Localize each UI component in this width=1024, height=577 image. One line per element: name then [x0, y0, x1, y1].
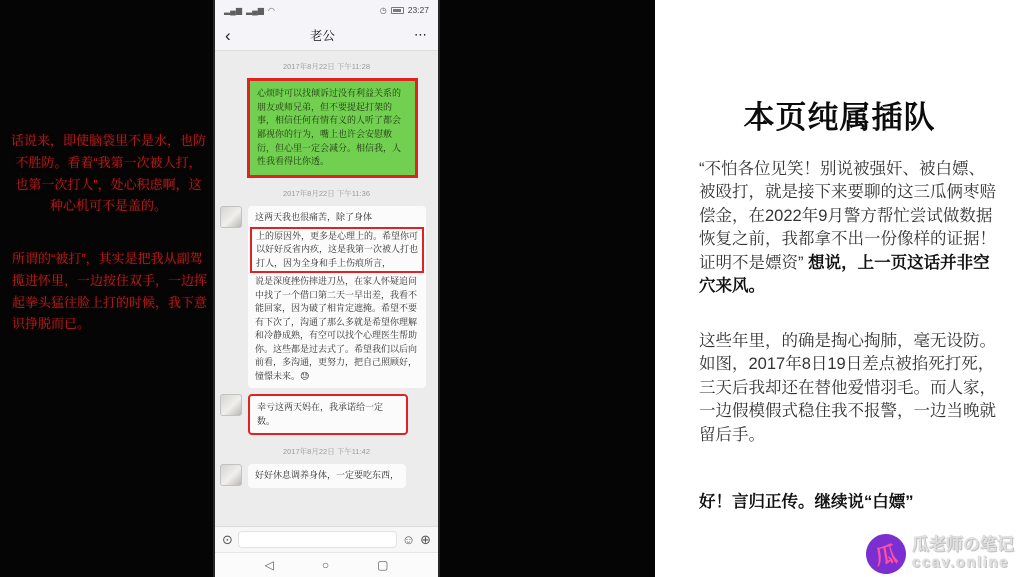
paragraph-closing: 好！言归正传。继续说“白嫖” — [699, 493, 914, 511]
alarm-icon: ◷ — [379, 5, 387, 15]
message-text-part3: 说是深度挫伤摔进刀丛，在家人怀疑追问中找了一个借口第二天一早出差，我看不能回家，因为破了相肯定遮掩。希望不要有下次了，沟通了那么多就是希望你理解和冷静成熟，有空可以找个心理医生帮助你。这些都是过去式了。希望我们以后向前看，多沟通，更努力，把自己照顾好，憧憬未来。😓 — [255, 276, 418, 381]
signal-icon: ▂▄▆ — [245, 5, 264, 15]
android-nav-bar — [215, 552, 438, 577]
wechat-phone-screenshot — [213, 0, 440, 577]
sent-message-annotated[interactable]: 心烦时可以找倾诉过没有利益关系的朋友或师兄弟，但不要提起打架的事，相信任何有情有义的人听了都会鄙视你的行为，嘴上也许会安慰敷衍，但心里一定会减分。相信我，人性我看得比你透。 — [247, 78, 418, 178]
android-home-icon[interactable]: ○ — [321, 558, 330, 572]
avatar[interactable] — [220, 464, 242, 486]
signal-icon: ▂▄▆ — [224, 5, 242, 15]
chat-timestamp: 2017年8月22日 下午11:42 — [283, 447, 370, 457]
annotation-box: 上的原因外，更多是心理上的。希望你可以好好反省内疚，这是我第一次被人打也打人，因为全身和手上伤痕所言， — [250, 227, 424, 274]
more-menu-icon[interactable]: ⋯ — [414, 27, 428, 42]
paragraph-quote-bold: 想说，上一页这话并非空穴来风。 — [699, 253, 990, 296]
status-bar-right — [380, 5, 429, 15]
message-text-part1: 这两天我也很痛苦，除了身体 — [255, 212, 373, 223]
status-bar — [215, 0, 438, 20]
watermark-logo-icon: 瓜 — [863, 531, 909, 577]
page-title: 本页纯属插队 — [743, 100, 936, 135]
left-red-paragraph-1: 话说来，即使脑袋里不是水，也防不胜防。看着“我第一次被人打，也第一次打人”，处心积虑啊，这种心机可不是盖的。 — [10, 133, 206, 214]
back-icon[interactable]: ‹ — [225, 25, 231, 45]
chat-area — [215, 51, 438, 526]
left-red-paragraph-2: 所谓的“被打”，其实是把我从副驾揽进怀里，一边按住双手，一边挥起拳头猛往脸上打的时候，我下意识挣脱而已。 — [12, 251, 208, 332]
status-time: 23:27 — [407, 5, 429, 15]
avatar[interactable] — [220, 206, 242, 228]
received-message-annotated[interactable]: 幸亏这两天妈在，我承诺给一定数。 — [248, 394, 408, 435]
watermark-url: ccav.online — [912, 554, 1010, 572]
avatar[interactable] — [220, 394, 242, 416]
emoji-icon[interactable]: ☺ — [401, 532, 416, 547]
right-text-panel — [655, 0, 1024, 577]
received-message-long[interactable] — [248, 206, 426, 388]
message-input-bar — [215, 526, 438, 552]
watermark — [866, 534, 1014, 574]
watermark-title: 瓜老师の笔记 — [912, 535, 1014, 555]
battery-icon — [391, 7, 404, 14]
wifi-icon: ◠ — [267, 5, 275, 15]
chat-contact-name: 老公 — [309, 29, 335, 43]
android-back-icon[interactable]: ◁ — [264, 558, 274, 572]
android-recents-icon[interactable]: ▢ — [377, 558, 389, 572]
voice-icon[interactable]: ⊙ — [222, 532, 233, 547]
received-message-row — [215, 206, 438, 388]
status-bar-left — [224, 6, 275, 15]
paragraph-quote — [699, 158, 1001, 299]
paragraph-body: 这些年里，的确是掏心掏肺，毫无设防。如图，2017年8日19日差点被掐死打死，三天后我却还在替他爱惜羽毛。而人家，一边假模假式稳住我不报警，一边当晚就留后手。 — [699, 332, 996, 444]
chat-header — [215, 20, 438, 51]
received-message-row — [215, 394, 438, 435]
chat-timestamp: 2017年8月22日 下午11:36 — [283, 189, 370, 199]
paragraph-quote-normal: “不怕各位见笑！别说被强奸、被白嫖、被殴打，就是接下来要聊的这三瓜俩枣赔偿金，在2022年9月警方帮忙尝试做数据恢复之前，我都拿不出一份像样的证据！证明不是嫖资” — [699, 160, 996, 272]
received-message-row — [215, 464, 438, 488]
message-input[interactable] — [238, 531, 397, 548]
chat-timestamp: 2017年8月22日 下午11:28 — [283, 62, 370, 71]
plus-icon[interactable]: ⊕ — [420, 532, 431, 547]
received-message[interactable]: 好好休息调养身体，一定要吃东西， — [248, 464, 406, 488]
watermark-text — [912, 536, 1014, 571]
